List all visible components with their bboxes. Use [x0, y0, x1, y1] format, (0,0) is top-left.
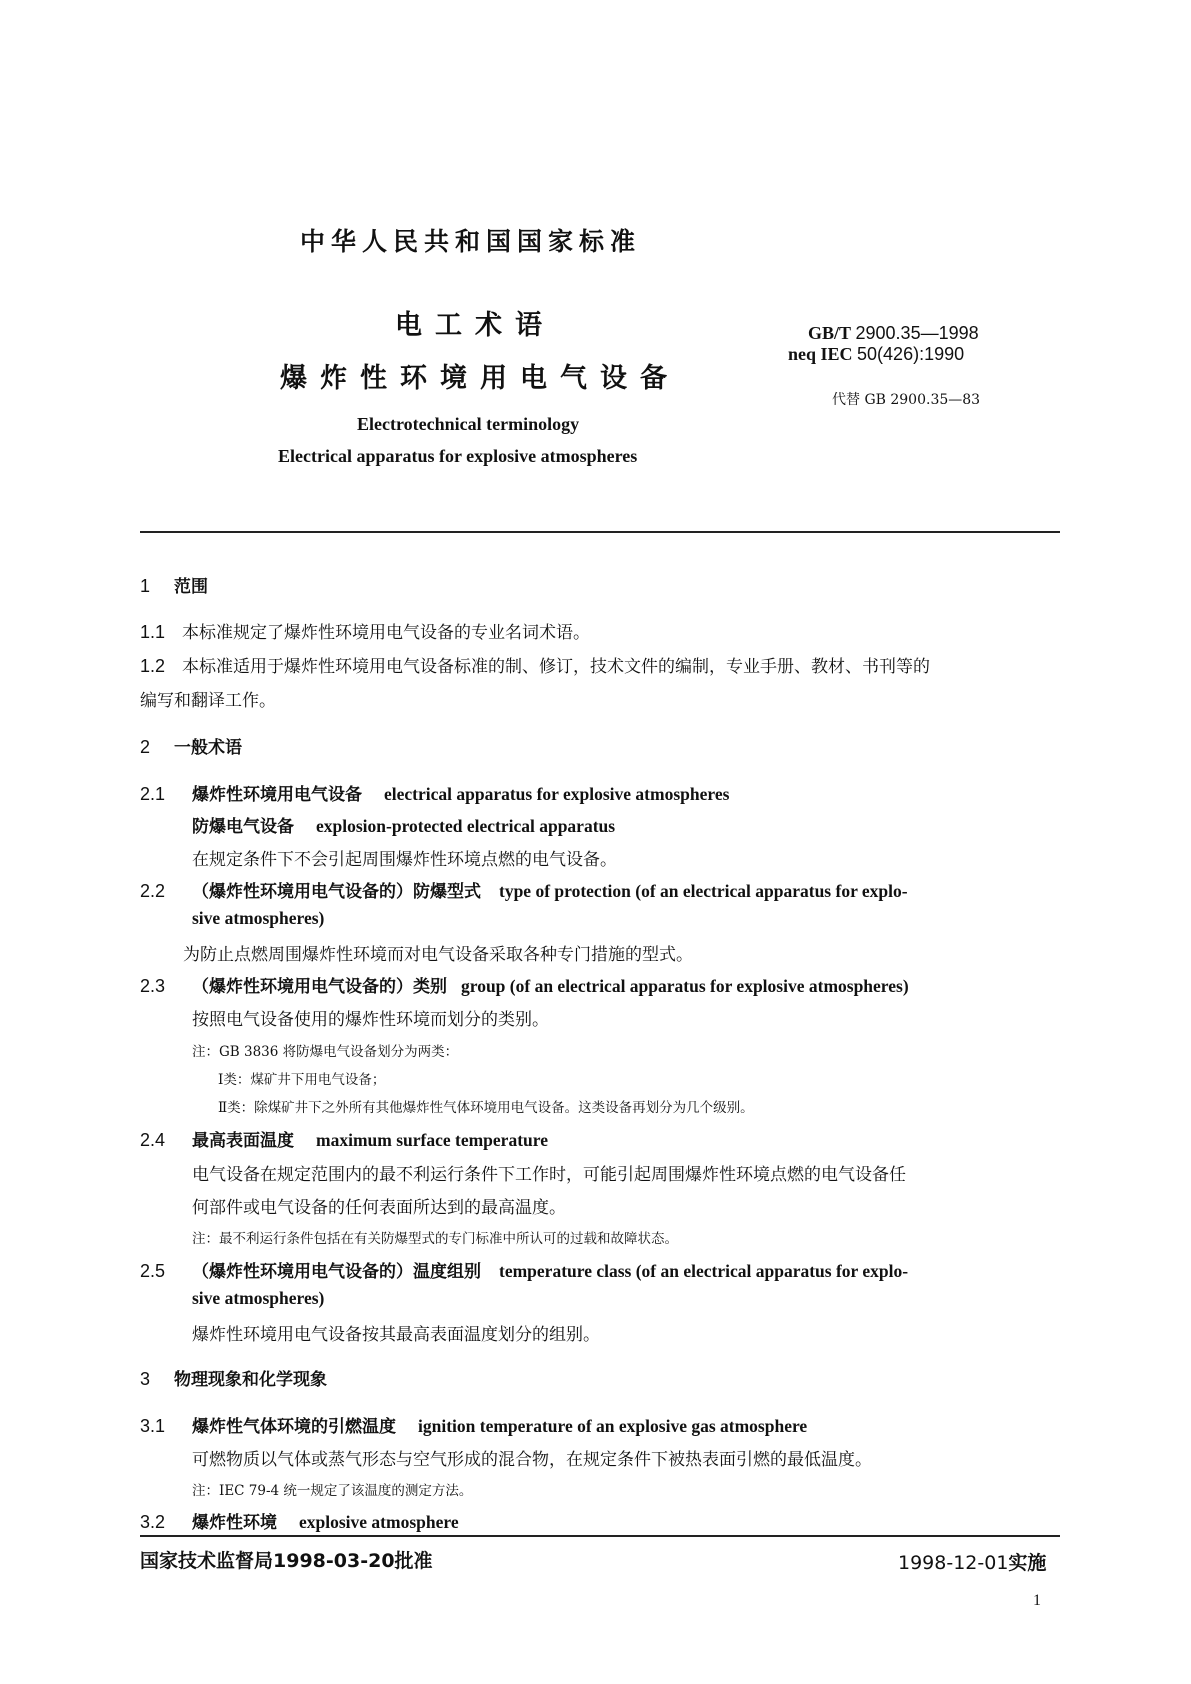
section-title: 范围 — [174, 577, 208, 597]
neq-prefix: neq IEC — [788, 344, 853, 364]
section-3-heading — [140, 1365, 327, 1390]
clause-number: 2.3 — [140, 976, 166, 996]
section-number: 1 — [140, 576, 151, 596]
effective-date: 1998-12-01 — [898, 1552, 1009, 1574]
term-en: type of protection (of an electrical apparatus for explo- — [499, 881, 908, 901]
title-en-line1: Electrotechnical terminology — [357, 414, 580, 434]
clause-2-4-note — [192, 1227, 678, 1248]
clause-2-1-definition — [192, 845, 617, 870]
clause-2-2 — [140, 877, 908, 902]
clause-2-3-definition — [192, 1005, 549, 1030]
clause-number: 2.1 — [140, 784, 166, 804]
clause-number: 3.2 — [140, 1512, 166, 1532]
national-standard-heading: 中华人民共和国国家标准 — [300, 227, 642, 256]
term-en: electrical apparatus for explosive atmospheres — [384, 784, 730, 804]
definition: 电气设备在规定范围内的最不利运行条件下工作时，可能引起周围爆炸性环境点燃的电气设备任 — [192, 1165, 906, 1185]
equivalence-code — [788, 344, 964, 365]
definition: 按照电气设备使用的爆炸性环境而划分的类别。 — [192, 1010, 549, 1030]
page-number: 1 — [1033, 1592, 1041, 1609]
replaces-code: 代替 GB 2900.35—83 — [832, 392, 981, 408]
section-title: 物理现象和化学现象 — [174, 1370, 327, 1390]
clause-2-4-definition-cont — [192, 1193, 566, 1218]
definition: 为防止点燃周围爆炸性环境而对电气设备采取各种专门措施的型式。 — [183, 945, 693, 965]
footer-divider — [140, 1535, 1060, 1537]
section-number: 2 — [140, 737, 151, 757]
clause-2-5 — [140, 1257, 908, 1282]
title-en-line2: Electrical apparatus for explosive atmospheres — [278, 446, 638, 466]
clause-2-2-en-cont — [192, 908, 324, 929]
clause-3-1-definition — [192, 1445, 872, 1470]
term-en-cont: sive atmospheres) — [192, 1288, 325, 1308]
definition: 在规定条件下不会引起周围爆炸性环境点燃的电气设备。 — [192, 850, 617, 870]
note-item: Ⅱ类：除煤矿井下之外所有其他爆炸性气体环境用电气设备。这类设备再划分为几个级别。 — [218, 1100, 754, 1116]
standard-code-number: 2900.35—1998 — [855, 323, 979, 343]
clause-2-1-alt — [192, 812, 615, 837]
note: 注：最不利运行条件包括在有关防爆型式的专门标准中所认可的过载和故障状态。 — [192, 1231, 678, 1247]
term-cn: 爆炸性环境 — [192, 1513, 277, 1533]
term-cn: （爆炸性环境用电气设备的）防爆型式 — [192, 882, 481, 902]
clause-3-1-note — [192, 1479, 472, 1500]
alt-term-en: explosion-protected electrical apparatus — [316, 816, 616, 836]
clause-text: 本标准规定了爆炸性环境用电气设备的专业名词术语。 — [182, 623, 590, 643]
clause-2-3-note-ii — [218, 1096, 754, 1117]
clause-2-3-note — [192, 1040, 458, 1061]
section-title: 一般术语 — [174, 738, 242, 758]
effective-line — [898, 1548, 1046, 1575]
header-divider — [140, 531, 1060, 533]
clause-number: 2.2 — [140, 881, 166, 901]
standard-code-prefix: GB/T — [808, 323, 852, 343]
clause-number: 3.1 — [140, 1416, 166, 1436]
neq-number: 50(426):1990 — [857, 344, 965, 364]
section-number: 3 — [140, 1369, 151, 1389]
clause-text: 本标准适用于爆炸性环境用电气设备标准的制、修订，技术文件的编制，专业手册、教材、书刊等的 — [182, 657, 930, 677]
clause-number: 1.2 — [140, 656, 166, 676]
term-en: ignition temperature of an explosive gas atmosphere — [418, 1416, 808, 1436]
alt-term-cn: 防爆电气设备 — [192, 817, 294, 837]
clause-2-3-note-i — [218, 1068, 385, 1089]
term-cn: （爆炸性环境用电气设备的）温度组别 — [192, 1262, 481, 1282]
term-en-cont: sive atmospheres) — [192, 908, 325, 928]
standard-code — [808, 323, 979, 344]
note: 注：IEC 79-4 统一规定了该温度的测定方法。 — [192, 1483, 473, 1499]
clause-number: 2.4 — [140, 1130, 166, 1150]
clause-number: 1.1 — [140, 622, 166, 642]
section-2-heading — [140, 733, 242, 758]
clause-2-2-definition — [183, 940, 693, 965]
clause-2-4-definition — [192, 1160, 906, 1185]
title-cn-line2: 爆炸性环境用电气设备 — [280, 363, 680, 394]
clause-1-2 — [140, 652, 930, 677]
definition: 可燃物质以气体或蒸气形态与空气形成的混合物，在规定条件下被热表面引燃的最低温度。 — [192, 1450, 872, 1470]
term-en: group (of an electrical apparatus for explosive atmospheres) — [461, 976, 909, 996]
clause-2-3 — [140, 972, 909, 997]
clause-1-2-cont — [140, 686, 276, 711]
clause-text-cont: 编写和翻译工作。 — [140, 691, 276, 711]
title-cn-line1: 电工术语 — [395, 310, 555, 341]
term-cn: 最高表面温度 — [192, 1131, 294, 1151]
effective-label: 实施 — [1008, 1552, 1047, 1574]
clause-number: 2.5 — [140, 1261, 166, 1281]
definition: 爆炸性环境用电气设备按其最高表面温度划分的组别。 — [192, 1325, 600, 1345]
note: 注：GB 3836 将防爆电气设备划分为两类： — [192, 1044, 459, 1060]
clause-2-5-definition — [192, 1320, 600, 1345]
term-en: temperature class (of an electrical apparatus for explo- — [499, 1261, 909, 1281]
clause-2-5-en-cont — [192, 1288, 324, 1309]
clause-3-1 — [140, 1412, 807, 1437]
term-cn: 爆炸性气体环境的引燃温度 — [192, 1417, 396, 1437]
term-cn: （爆炸性环境用电气设备的）类别 — [192, 977, 447, 997]
note-item: Ⅰ类：煤矿井下用电气设备； — [218, 1072, 386, 1088]
clause-2-4 — [140, 1126, 548, 1151]
approval-line: 国家技术监督局1998-03-20批准 — [140, 1550, 433, 1572]
term-en: maximum surface temperature — [316, 1130, 548, 1150]
clause-3-2 — [140, 1508, 459, 1533]
term-cn: 爆炸性环境用电气设备 — [192, 785, 362, 805]
clause-1-1 — [140, 618, 590, 643]
section-1-heading — [140, 572, 208, 597]
term-en: explosive atmosphere — [299, 1512, 459, 1532]
clause-2-1 — [140, 780, 729, 805]
definition-cont: 何部件或电气设备的任何表面所达到的最高温度。 — [192, 1198, 566, 1218]
